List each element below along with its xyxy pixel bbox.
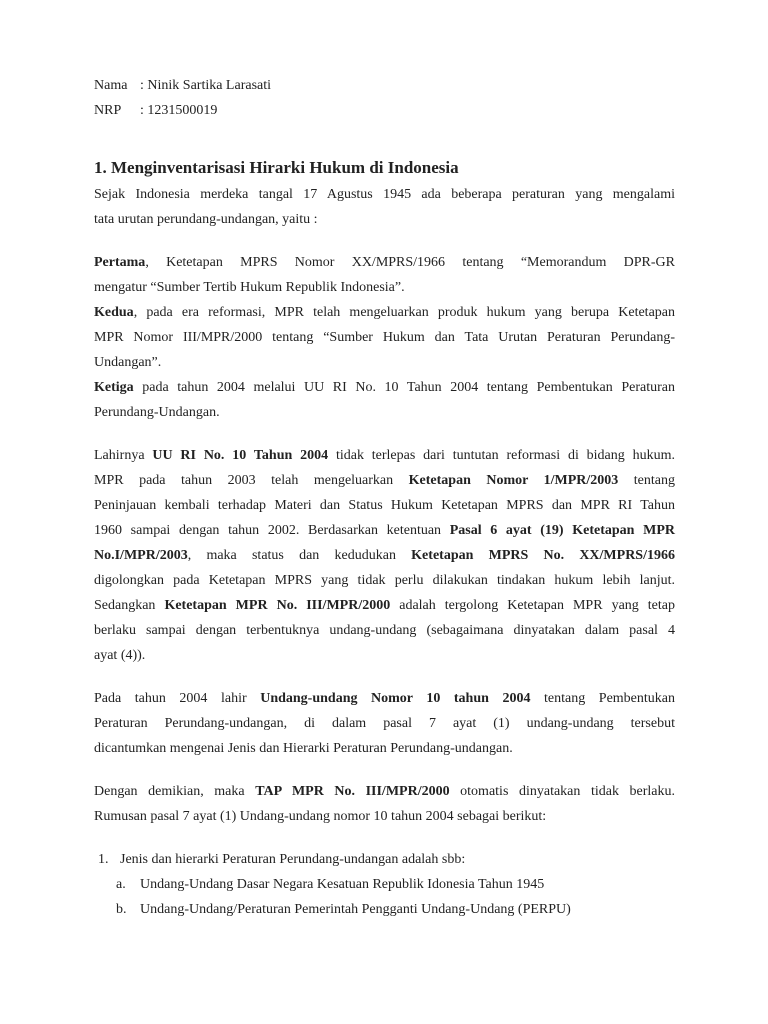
para3-line-1 xyxy=(94,446,675,466)
para3-text: Lahirnya xyxy=(94,448,153,463)
document-page xyxy=(94,0,675,1024)
para3-bold: Ketetapan Nomor 1/MPR/2003 xyxy=(408,473,619,488)
nrp-row xyxy=(94,101,675,121)
para4-text: tentang Pembentukan xyxy=(530,691,675,706)
para3-line-5 xyxy=(94,546,675,566)
ketiga-label: Ketiga xyxy=(94,380,134,395)
list-item-text: Jenis dan hierarki Peraturan Perundang-undangan adalah sbb: xyxy=(120,852,466,867)
pertama-label: Pertama xyxy=(94,255,146,270)
para4-line-1 xyxy=(94,689,675,709)
list-number: 1. xyxy=(98,852,109,867)
name-row xyxy=(94,76,675,96)
para4-line-3: dicantumkan mengenai Jenis dan Hierarki Peraturan Perundang-undangan. xyxy=(94,741,513,756)
para3-text: Sedangkan xyxy=(94,598,165,613)
list-subitem-text: Undang-Undang Dasar Negara Kesatuan Republik Idonesia Tahun 1945 xyxy=(140,877,545,892)
para3-bold: Ketetapan MPR No. III/MPR/2000 xyxy=(164,598,391,613)
ketiga-line-1 xyxy=(94,378,675,398)
para5-text: Dengan demikian, maka xyxy=(94,784,256,799)
para5-line-1 xyxy=(94,782,675,802)
list-subitem-text: Undang-Undang/Peraturan Pemerintah Pengganti Undang-Undang (PERPU) xyxy=(140,902,571,917)
pertama-line-1 xyxy=(94,253,675,273)
kedua-line-1 xyxy=(94,303,675,323)
nrp-label: NRP xyxy=(94,103,122,118)
kedua-label: Kedua xyxy=(94,305,134,320)
intro-line-2: tata urutan perundang-undangan, yaitu : xyxy=(94,212,318,227)
para3-line-4 xyxy=(94,521,675,541)
para3-text: tentang xyxy=(618,473,675,488)
para3-bold: No.I/MPR/2003 xyxy=(94,548,188,563)
para3-text: adalah tergolong Ketetapan MPR yang tetap xyxy=(390,598,676,613)
para3-line-2 xyxy=(94,471,675,491)
para3-line-9: ayat (4)). xyxy=(94,648,146,663)
name-label: Nama xyxy=(94,78,128,93)
intro-line-1: Sejak Indonesia merdeka tangal 17 Agustus 1945 ada beberapa peraturan yang mengalami xyxy=(94,187,675,202)
kedua-text-1: , pada era reformasi, MPR telah mengeluarkan produk hukum yang berupa Ketetapan xyxy=(133,305,675,320)
para3-line-8: berlaku sampai dengan terbentuknya undang-undang (sebagaimana dinyatakan dalam pasal 4 xyxy=(94,623,675,638)
nrp-value: : 1231500019 xyxy=(140,103,218,118)
para5-bold: TAP MPR No. III/MPR/2000 xyxy=(255,784,450,799)
pertama-line-2: mengatur “Sumber Tertib Hukum Republik Indonesia”. xyxy=(94,280,405,295)
ketiga-text-1: pada tahun 2004 melalui UU RI No. 10 Tahun 2004 tentang Pembentukan Peraturan xyxy=(133,380,675,395)
para3-line-6: digolongkan pada Ketetapan MPRS yang tidak perlu dilakukan tindakan hukum lebih lanjut. xyxy=(94,573,675,588)
para3-text: , maka status dan kedudukan xyxy=(187,548,412,563)
list-marker: b. xyxy=(116,902,127,917)
para3-line-7 xyxy=(94,596,675,616)
para3-line-3: Peninjauan kembali terhadap Materi dan Status Hukum Ketetapan MPRS dan MPR RI Tahun xyxy=(94,498,675,513)
kedua-line-3: Undangan”. xyxy=(94,355,162,370)
para3-text: MPR pada tahun 2003 telah mengeluarkan xyxy=(94,473,409,488)
para5-text: otomatis dinyatakan tidak berlaku. xyxy=(449,784,676,799)
pertama-text-1: , Ketetapan MPRS Nomor XX/MPRS/1966 tentang “Memorandum DPR-GR xyxy=(145,255,675,270)
para3-text: 1960 sampai dengan tahun 2002. Berdasarkan ketentuan xyxy=(94,523,450,538)
para3-bold: Pasal 6 ayat (19) Ketetapan MPR xyxy=(449,523,675,538)
name-value: : Ninik Sartika Larasati xyxy=(140,78,272,93)
para4-bold: Undang-undang Nomor 10 tahun 2004 xyxy=(260,691,531,706)
para3-bold: UU RI No. 10 Tahun 2004 xyxy=(152,448,329,463)
para3-bold: Ketetapan MPRS No. XX/MPRS/1966 xyxy=(411,548,675,563)
para3-text: tidak terlepas dari tuntutan reformasi di bidang hukum. xyxy=(328,448,675,463)
para4-text: Pada tahun 2004 lahir xyxy=(94,691,261,706)
list-marker: a. xyxy=(116,877,126,892)
section-heading: 1. Menginventarisasi Hirarki Hukum di Indonesia xyxy=(94,158,459,177)
ketiga-line-2: Perundang-Undangan. xyxy=(94,405,220,420)
para5-line-2: Rumusan pasal 7 ayat (1) Undang-undang nomor 10 tahun 2004 sebagai berikut: xyxy=(94,809,547,824)
kedua-line-2: MPR Nomor III/MPR/2000 tentang “Sumber Hukum dan Tata Urutan Peraturan Perundang- xyxy=(94,330,675,345)
para4-line-2: Peraturan Perundang-undangan, di dalam pasal 7 ayat (1) undang-undang tersebut xyxy=(94,716,675,731)
